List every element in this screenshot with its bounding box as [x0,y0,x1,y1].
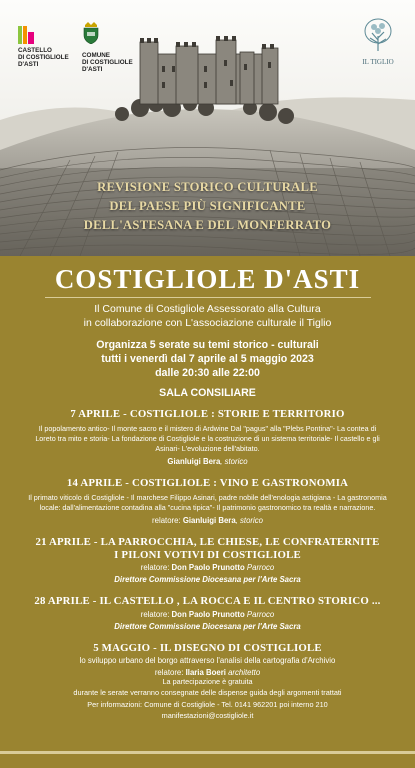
event-title [0,595,415,608]
relatore-label: relatore: [152,516,183,526]
event-speaker [0,610,415,620]
speaker-role: architetto [225,668,261,678]
event-topic: - IL DISEGNO DI COSTIGLIOLE [150,641,322,654]
event-date: 14 APRILE [66,477,123,490]
footer-handouts: durante le serate verranno consegnate delle dispense guida degli argomenti trattati [73,688,342,698]
castello-logo-line1: CASTELLO [18,47,52,54]
comune-logo-line1: COMUNE [82,52,110,59]
schedule-block [0,338,415,380]
castello-logo-icon [18,22,78,44]
schedule-line3: dalle 20:30 alle 22:00 [155,367,260,379]
event-topic: - COSTIGLIOLE : STORIE E TERRITORIO [120,408,345,420]
hero-title-line3: DELL'ASTESANA E DEL MONFERRATO [83,218,332,232]
title-divider [45,297,371,298]
castello-logo-line3: D'ASTI [18,61,39,68]
intro-line1: Il Comune di Costigliole Assessorato alla Cultura [94,303,321,315]
intro-line2: in collaborazione con L'associazione culturale il Tiglio [83,316,332,329]
event-item [0,642,415,679]
comune-logo-line2: DI COSTIGLIOLE [82,59,133,66]
intro-text [0,303,415,330]
event-date: 28 APRILE [34,595,90,608]
tiglio-logo [353,18,403,66]
event-item [0,536,415,585]
event-title [0,642,415,655]
venue: SALA CONSILIARE [159,387,256,399]
speaker-role: Parroco [244,609,275,619]
linden-tree-icon [362,18,394,52]
speaker-name: Gianluigi Bera [167,457,221,467]
relatore-label: relatore: [140,563,172,573]
event-date: 5 MAGGIO [93,641,151,654]
footer-divider [0,751,415,754]
event-date: 7 APRILE [70,408,121,420]
footer-free-entry: La partecipazione è gratuita [162,677,253,686]
speaker-name: Ilaria Boeri [185,668,226,678]
event-speaker [0,516,415,526]
event-topic: - LA PARROCCHIA, LE CHIESE, LE CONFRATERNITE [91,536,380,549]
relatore-label: relatore: [154,668,186,678]
event-title [0,408,415,421]
castello-logo-line2: DI COSTIGLIOLE [18,54,69,61]
hero-title-line2: DEL PAESE PIÙ SIGNIFICANTE [109,199,306,213]
event-item [0,477,415,526]
speaker-title: Direttore Commissione Diocesana per l'Arte Sacra [114,621,301,631]
footer-info [0,676,415,722]
event-description: Il primato viticolo di Costigliole - Il marchese Filippo Asinari, padre nobile dell'enologia astigiana - La gastronomia locale: dall'alimentazione contadina alla "cucina tipica"- Il patrimonio gastronomico tra realtà e narrazione. [28,492,387,512]
speaker-role: , storico [220,457,248,467]
speaker-title: Direttore Commissione Diocesana per l'Arte Sacra [114,575,301,585]
hero-title [0,178,415,235]
speaker-name: Gianluigi Bera [182,516,236,526]
event-title [0,536,415,549]
coat-of-arms-icon [82,22,100,44]
event-speaker [0,457,415,467]
speaker-role: , storico [235,516,263,526]
event-date: 21 APRILE [35,536,92,549]
footer-email: manifestazioni@costigliole.it [161,711,254,721]
main-title: COSTIGLIOLE D'ASTI [54,264,361,294]
event-topic: - COSTIGLIOLE : VINO E GASTRONOMIA [122,477,349,490]
schedule-line1: Organizza 5 serate su temi storico - culturali [96,339,319,351]
event-description: Il popolamento antico- Il monte sacro e il mistero di Ardwine Dal "pagus" alla "Plebs Pontina"- La contea di Loreto tra mito e storia- La fondazione di Costigliole e la costruzione di un sistema territoriale- Il castello e gli Asinari- L'evoluzione dell'abitato. [35,423,380,453]
comune-logo-line3: D'ASTI [82,66,103,73]
tiglio-label: IL TIGLIO [362,58,394,66]
speaker-name: Don Paolo Prunotto [171,563,245,573]
event-topic: - IL CASTELLO , LA ROCCA E IL CENTRO STORICO ... [89,595,381,608]
comune-logo [82,22,142,73]
speaker-name: Don Paolo Prunotto [171,609,245,619]
event-speaker [0,563,415,573]
speaker-role: Parroco [244,563,275,573]
castello-logo [18,22,78,68]
event-title [0,477,415,490]
hero-title-line1: REVISIONE STORICO CULTURALE [97,180,318,194]
event-item [0,408,415,467]
relatore-label: relatore: [140,609,172,619]
footer-contact: Per informazioni: Comune di Costigliole - Tel. 0141 962201 poi interno 210 [87,699,328,709]
hero-engraving [0,0,415,256]
schedule-line2: tutti i venerdì dal 7 aprile al 5 maggio 2023 [101,353,314,365]
event-item [0,595,415,632]
event-description: lo sviluppo urbano del borgo attraverso l'analisi della cartografia d'Archivio [79,656,336,666]
event-title-line2: I PILONI VOTIVI DI COSTIGLIOLE [114,548,301,561]
